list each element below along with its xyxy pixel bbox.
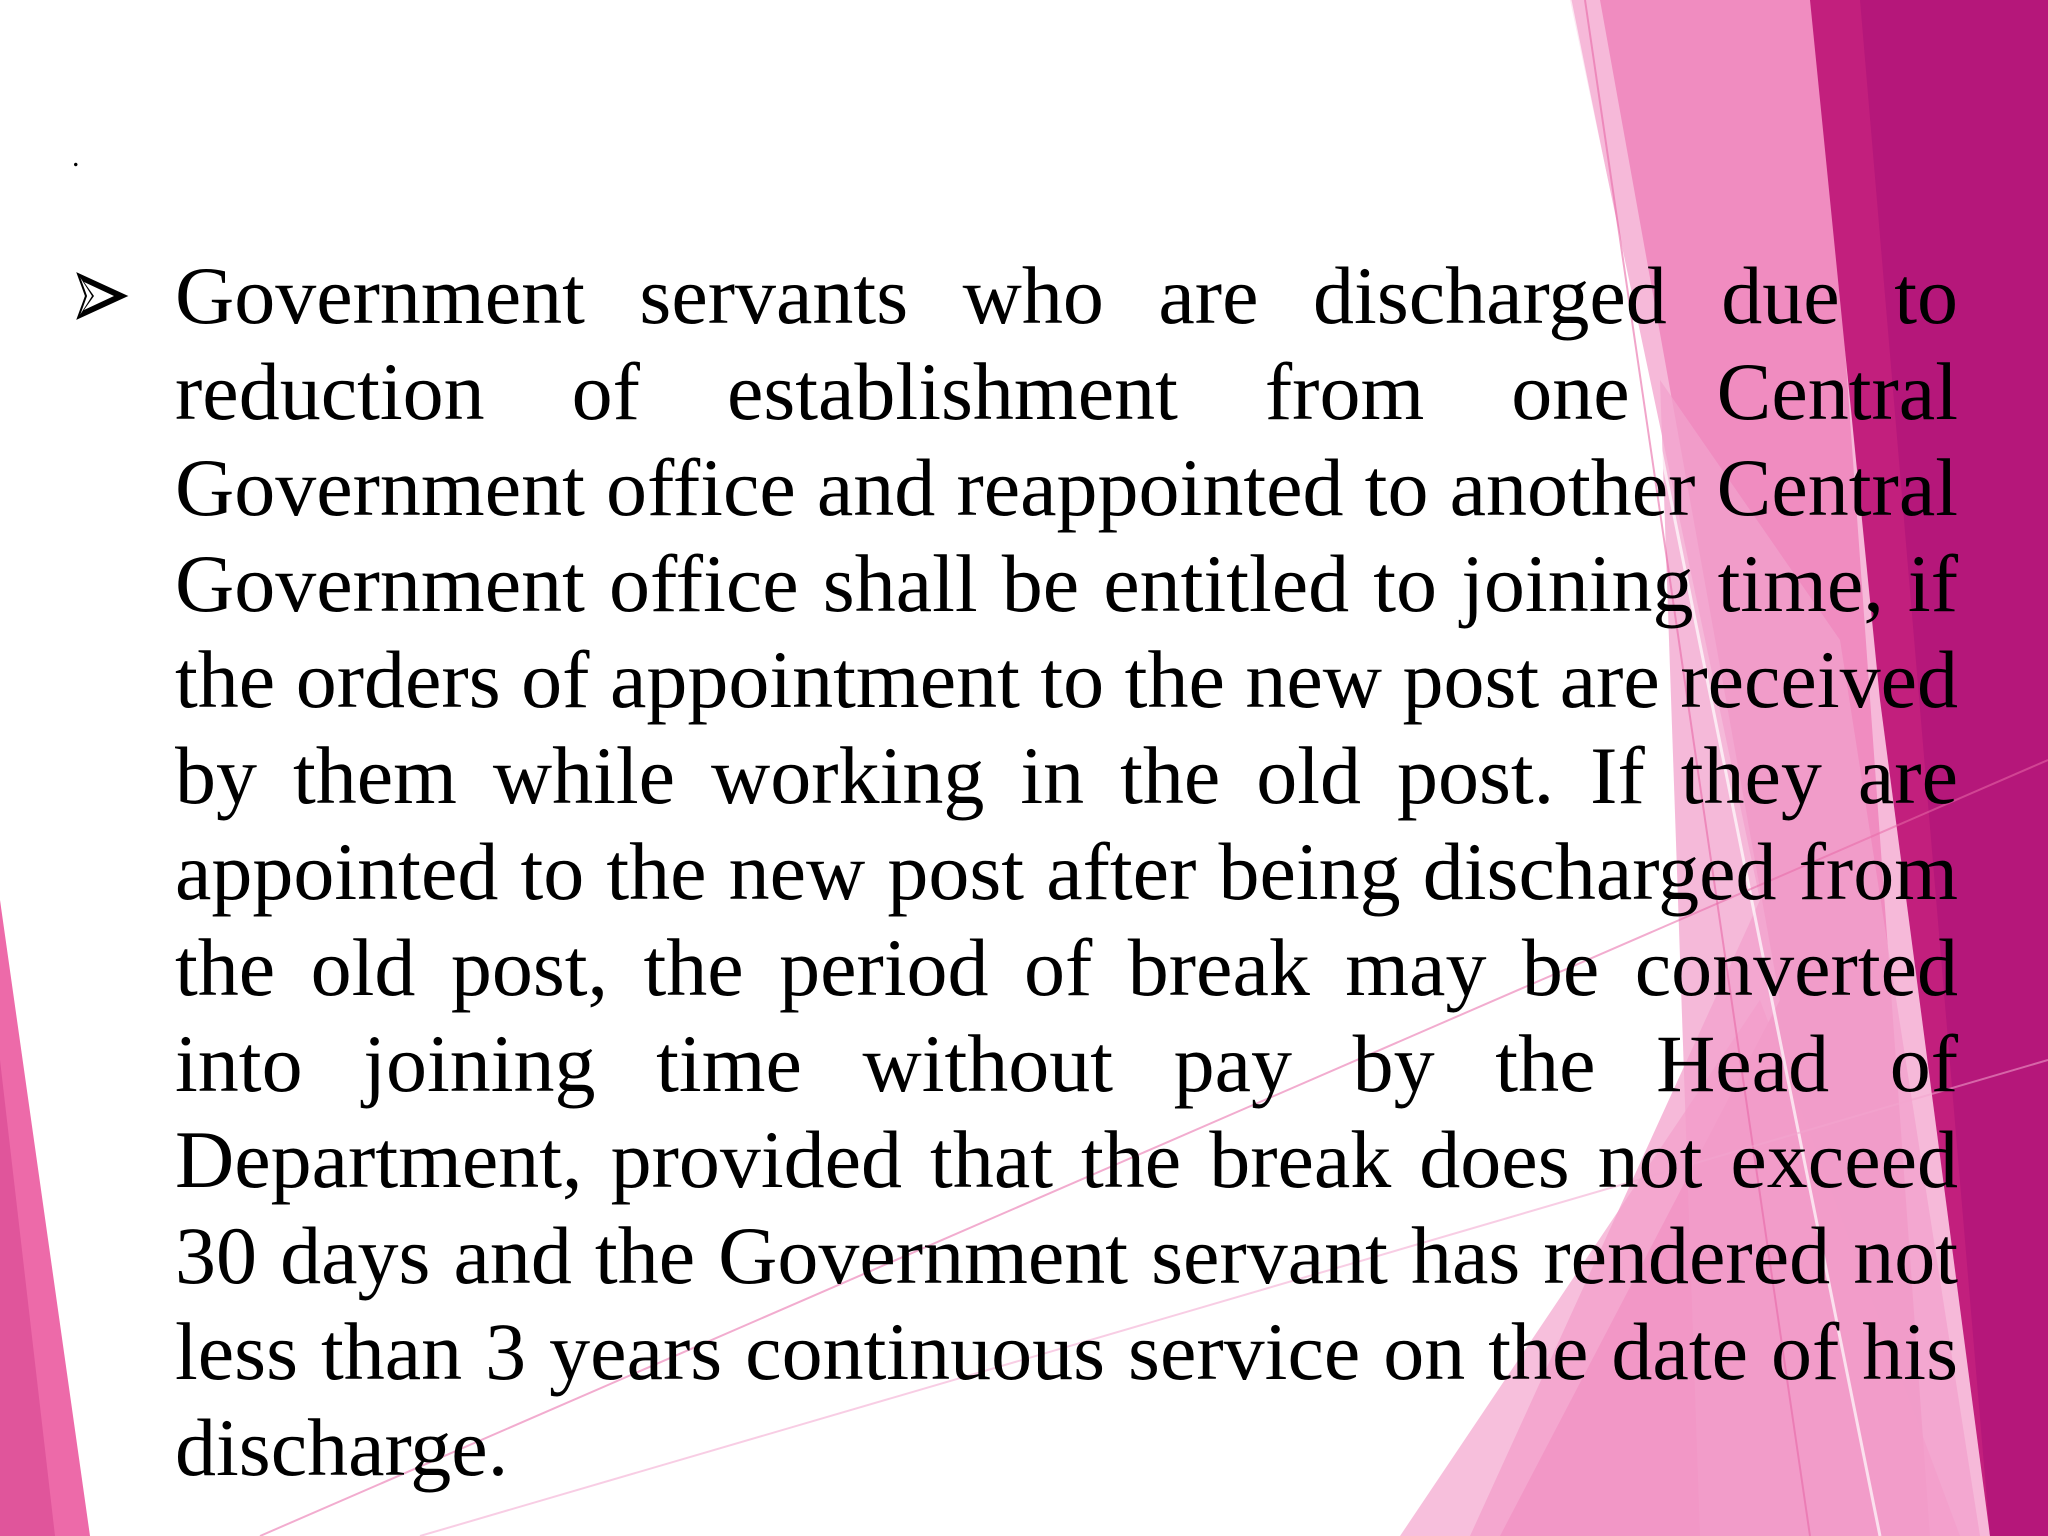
arrowhead-bullet-icon [74, 268, 130, 324]
slide-marker: . [72, 140, 80, 173]
bullet-item [74, 248, 1960, 1496]
bullet-text: Government servants who are discharged due to reduction of establishment from one Central Government office and reappointed to another Central Government office shall be entitled to joining time, if the orders of appointment to the new post are received by them while working in the old post. If they are appointed to the new post after being discharged from the old post, the period of break may be converted into joining time without pay by the Head of Department, provided that the break does not exceed 30 days and the Government servant has rendered not less than 3 years continuous service on the date of his discharge. [175, 250, 1958, 1493]
